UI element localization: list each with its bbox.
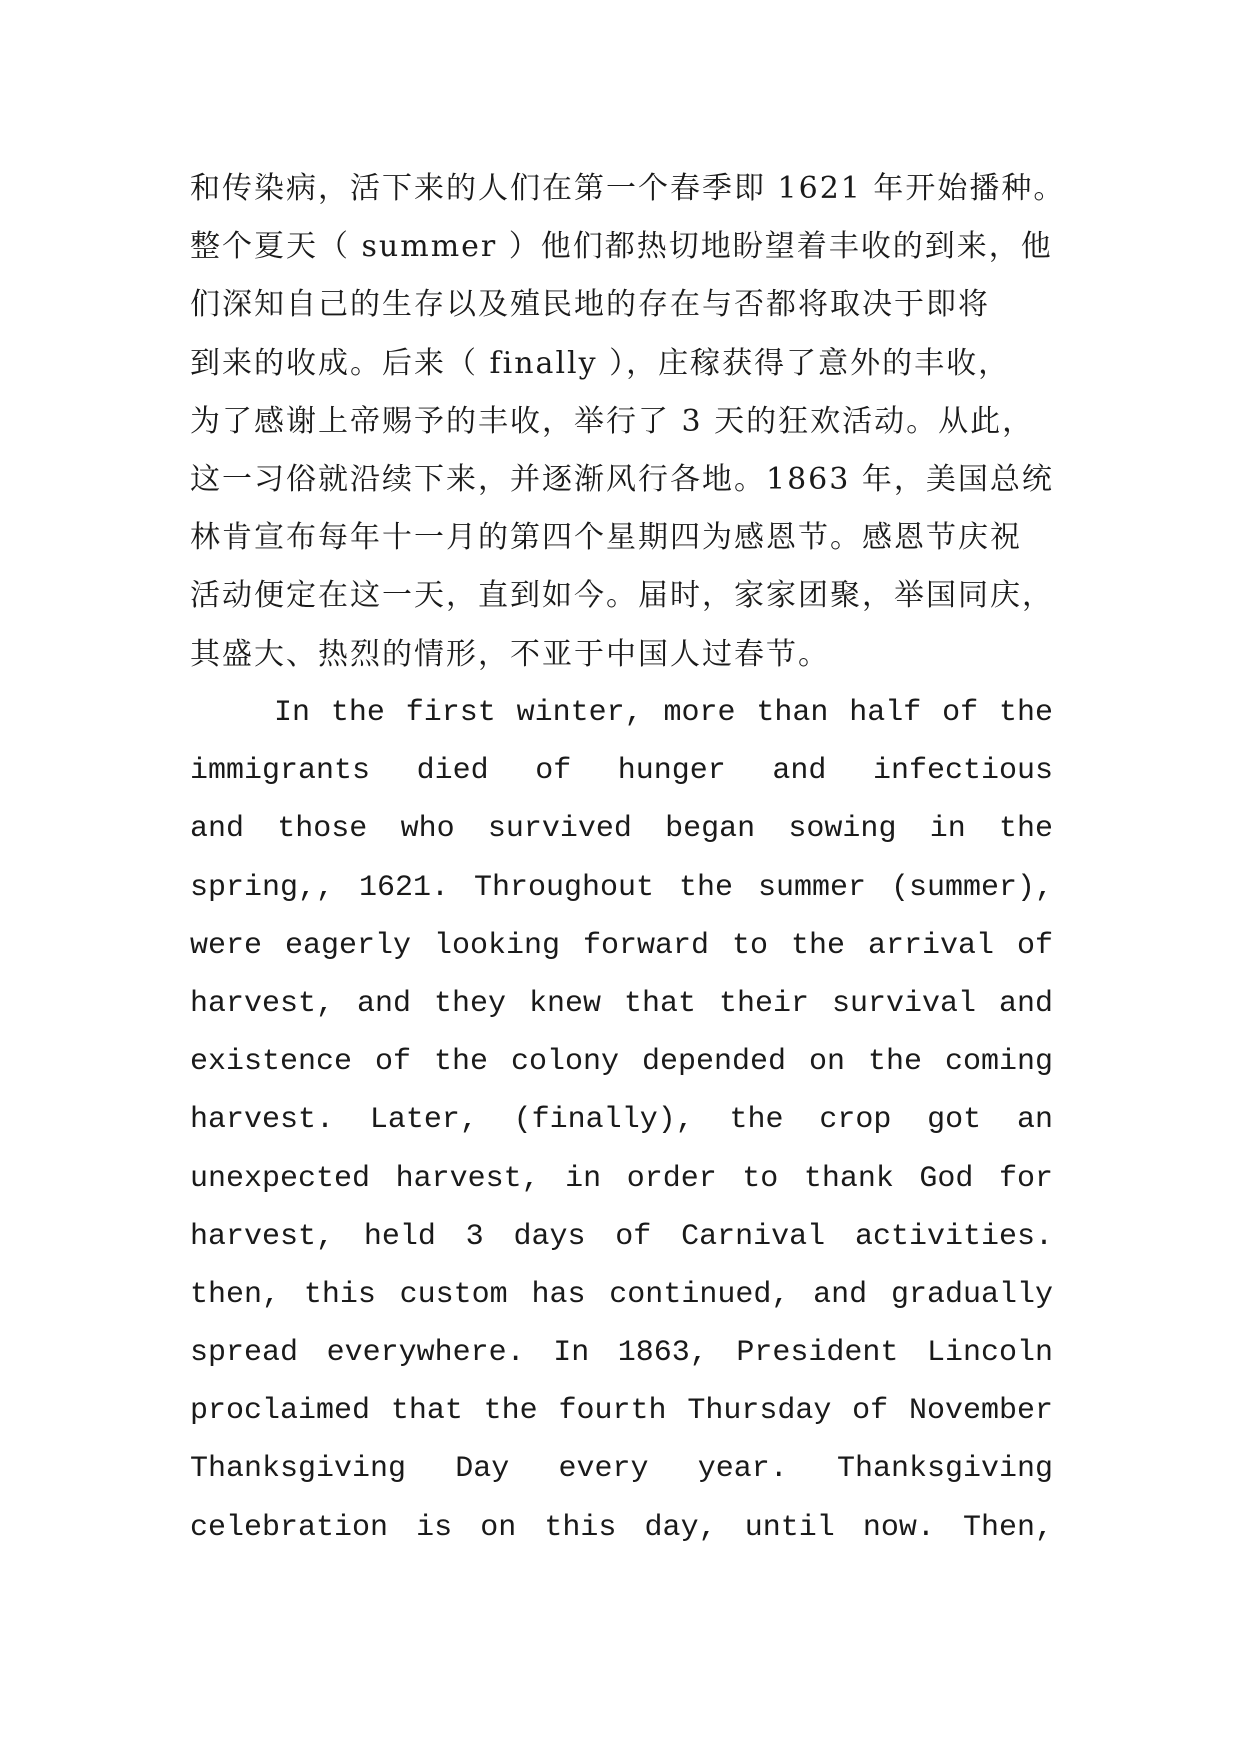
paragraph-line: immigrants died of hunger and infectious xyxy=(190,754,1053,789)
paragraph-line: In the first winter, more than half of the xyxy=(274,696,1053,730)
paragraph-line: harvest, held 3 days of Carnival activities. xyxy=(190,1219,1053,1254)
paragraph-line: 为了感谢上帝赐予的丰收，举行了 3 天的狂欢活动。从此， xyxy=(190,403,1035,439)
paragraph-line: Thanksgiving Day every year. Thanksgiving xyxy=(190,1452,1053,1487)
paragraph-line: 其盛大、热烈的情形，不亚于中国人过春节。 xyxy=(190,636,830,672)
paragraph-line: unexpected harvest, in order to thank God for xyxy=(190,1161,1053,1196)
paragraph-line: celebration is on this day, until now. Then, xyxy=(190,1510,1053,1545)
paragraph-line: were eagerly looking forward to the arrival of xyxy=(190,928,1053,963)
english-paragraph xyxy=(190,684,1053,1557)
paragraph-line: existence of the colony depended on the coming xyxy=(190,1045,1053,1080)
paragraph-line: 活动便定在这一天，直到如今。届时，家家团聚，举国同庆， xyxy=(190,578,1054,614)
paragraph-line: 整个夏天（ summer ）他们都热切地盼望着丰收的到来，他 xyxy=(190,229,1053,265)
paragraph-line: 林肯宣布每年十一月的第四个星期四为感恩节。感恩节庆祝 xyxy=(190,520,1022,556)
paragraph-line: 这一习俗就沿续下来，并逐渐风行各地。1863 年，美国总统 xyxy=(190,461,1054,497)
paragraph-line: harvest, and they knew that their survival and xyxy=(190,986,1053,1021)
paragraph-line: 到来的收成。后来（ finally ），庄稼获得了意外的丰收， xyxy=(190,345,1011,381)
paragraph-line: harvest. Later, (finally), the crop got an xyxy=(190,1103,1053,1138)
paragraph-line: and those who survived began sowing in the xyxy=(190,812,1053,847)
paragraph-line: 和传染病，活下来的人们在第一个春季即 1621 年开始播种。 xyxy=(190,171,1066,206)
paragraph-line: proclaimed that the fourth Thursday of November xyxy=(190,1394,1053,1429)
paragraph-line: then, this custom has continued, and gradually xyxy=(190,1277,1053,1312)
paragraph-line: spread everywhere. In 1863, President Lincoln xyxy=(190,1336,1053,1371)
paragraph-line: 们深知自己的生存以及殖民地的存在与否都将取决于即将 xyxy=(190,287,990,323)
chinese-paragraph xyxy=(190,160,1070,684)
paragraph-line: spring,, 1621. Throughout the summer (summer), xyxy=(190,870,1053,905)
